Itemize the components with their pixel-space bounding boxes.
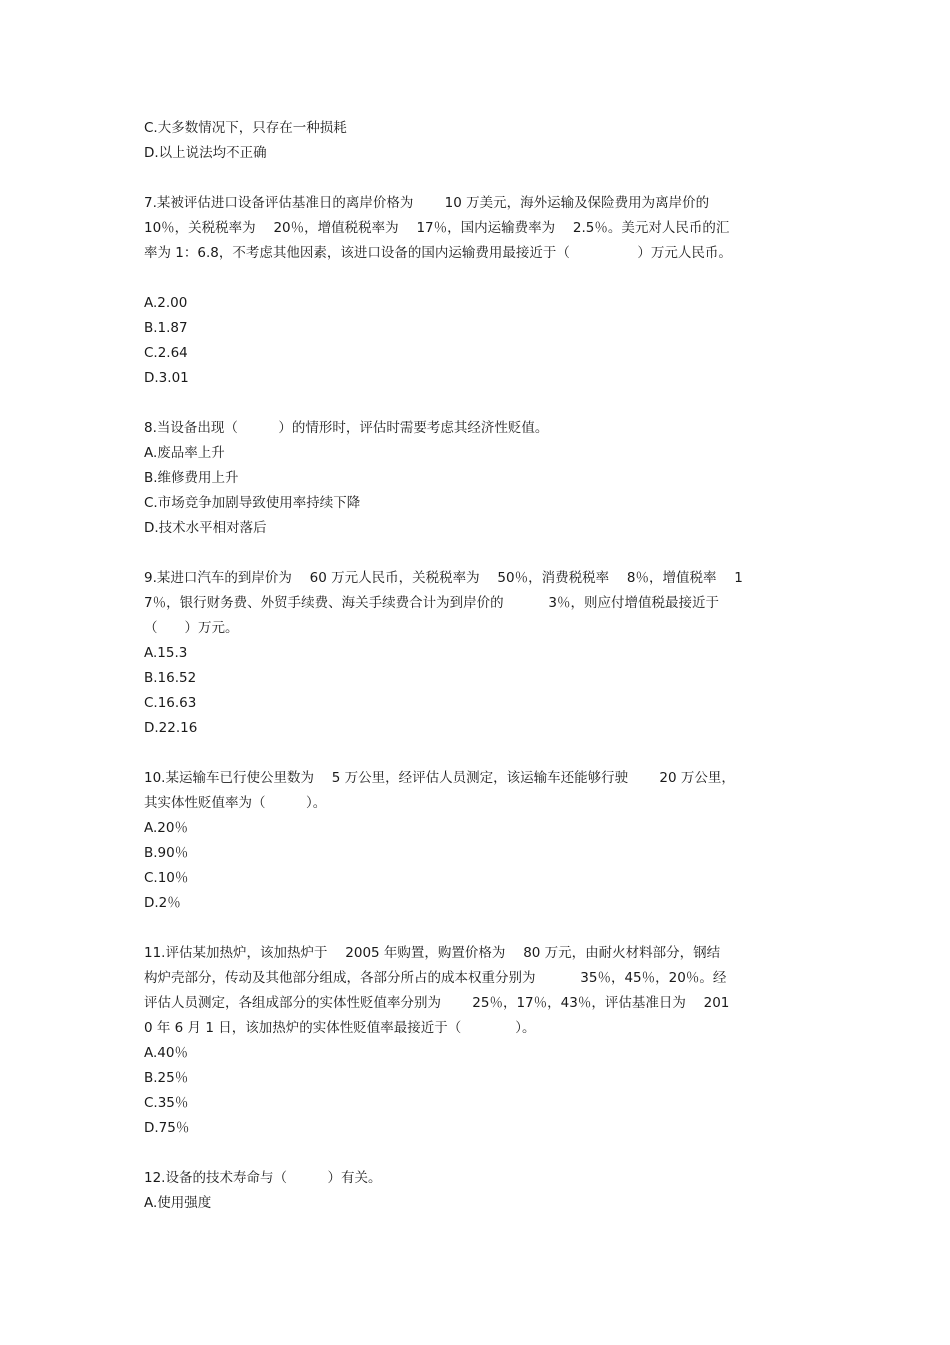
- option-d: D.75％: [144, 1120, 190, 1136]
- option-a: A.40％: [144, 1045, 188, 1061]
- option-b: B.16.52: [144, 670, 197, 686]
- option-d: D.22.16: [144, 720, 198, 736]
- option-d: D.3.01: [144, 370, 189, 386]
- option-c: C.大多数情况下，只存在一种损耗: [144, 120, 347, 136]
- question-stem: 11.评估某加热炉，该加热炉于 2005 年购置，购置价格为 80 万元，由耐火材料部分，钢结: [144, 945, 721, 961]
- question-stem: 10％，关税税率为 20％，增值税税率为 17％，国内运输费率为 2.5％。美元对人民币的汇: [144, 220, 730, 236]
- question-11: [144, 941, 809, 1141]
- option-d: D.2％: [144, 895, 181, 911]
- option-a: A.废品率上升: [144, 445, 225, 461]
- question-stem: 0 年 6 月 1 日，该加热炉的实体性贬值率最接近于（ ）。: [144, 1020, 536, 1036]
- option-c: C.市场竞争加剧导致使用率持续下降: [144, 495, 361, 511]
- question-6-tail: [144, 116, 809, 166]
- option-a: A.20％: [144, 820, 188, 836]
- question-stem: 评估人员测定，各组成部分的实体性贬值率分别为 25％，17％，43％，评估基准日为 201: [144, 995, 730, 1011]
- option-c: C.10％: [144, 870, 189, 886]
- option-b: B.90％: [144, 845, 189, 861]
- option-a: A.使用强度: [144, 1195, 212, 1211]
- question-12: [144, 1166, 809, 1216]
- question-stem: 8.当设备出现（ ）的情形时，评估时需要考虑其经济性贬值。: [144, 420, 549, 436]
- question-stem: 其实体性贬值率为（ ）。: [144, 795, 327, 811]
- spacer: [144, 741, 809, 766]
- question-10: [144, 766, 809, 916]
- spacer: [144, 541, 809, 566]
- question-stem: 10.某运输车已行使公里数为 5 万公里，经评估人员测定，该运输车还能够行驶 20 万公里，: [144, 770, 735, 786]
- option-c: C.35％: [144, 1095, 189, 1111]
- question-stem: 7.某被评估进口设备评估基准日的离岸价格为 10 万美元，海外运输及保险费用为离岸价的: [144, 195, 710, 211]
- option-b: B.维修费用上升: [144, 470, 239, 486]
- question-stem: 7％，银行财务费、外贸手续费、海关手续费合计为到岸价的 3％，则应付增值税最接近于: [144, 595, 719, 611]
- question-stem: （ ）万元。: [144, 620, 239, 636]
- question-stem: 构炉壳部分，传动及其他部分组成，各部分所占的成本权重分别为 35％，45％，20％。经: [144, 970, 727, 986]
- option-b: B.1.87: [144, 320, 188, 336]
- option-d: D.以上说法均不正确: [144, 145, 267, 161]
- question-stem: 率为 1：6.8，不考虑其他因素，该进口设备的国内运输费用最接近于（ ）万元人民币。: [144, 245, 732, 261]
- spacer: [144, 166, 809, 191]
- option-c: C.16.63: [144, 695, 197, 711]
- spacer: [144, 1141, 809, 1166]
- option-c: C.2.64: [144, 345, 188, 361]
- question-stem: 9.某进口汽车的到岸价为 60 万元人民币，关税税率为 50％，消费税税率 8％，增值税率 1: [144, 570, 743, 586]
- option-b: B.25％: [144, 1070, 189, 1086]
- spacer: [144, 391, 809, 416]
- question-9: [144, 566, 809, 741]
- option-d: D.技术水平相对落后: [144, 520, 267, 536]
- question-list: [144, 116, 809, 1216]
- question-8: [144, 416, 809, 541]
- question-stem: 12.设备的技术寿命与（ ）有关。: [144, 1170, 382, 1186]
- spacer: [144, 266, 809, 291]
- option-a: A.15.3: [144, 645, 188, 661]
- option-a: A.2.00: [144, 295, 188, 311]
- question-7: [144, 191, 809, 391]
- spacer: [144, 916, 809, 941]
